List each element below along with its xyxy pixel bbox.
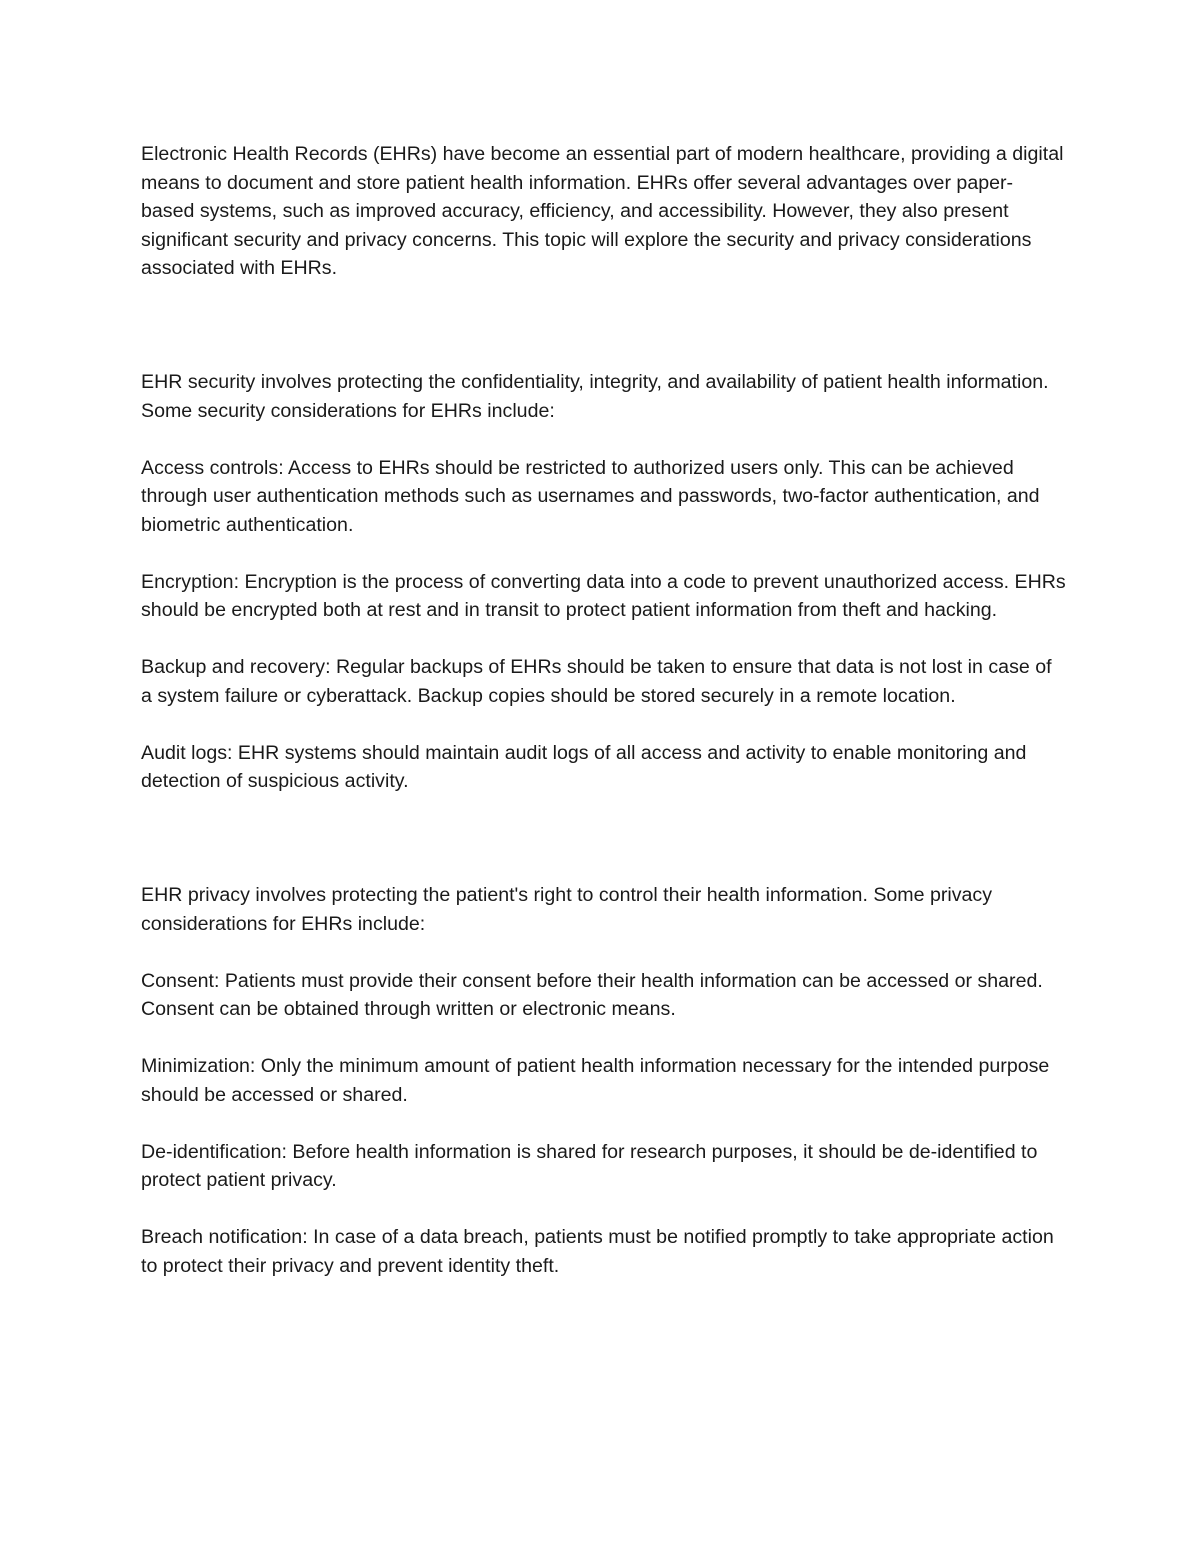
paragraph-encryption: Encryption: Encryption is the process of converting data into a code to prevent unauthorized access. EHRs should be encrypted both at rest and in transit to protect patient information from theft and hacking.: [141, 570, 1066, 621]
paragraph-deidentification: De-identification: Before health information is shared for research purposes, it should be de-identified to protect patient privacy.: [141, 1140, 1038, 1191]
paragraph-minimization: Minimization: Only the minimum amount of patient health information necessary for the intended purpose should be accessed or shared.: [141, 1055, 1050, 1106]
paragraph-intro: Electronic Health Records (EHRs) have become an essential part of modern healthcare, providing a digital means to document and store patient health information. EHRs offer several advantages over paper-based systems, such as improved accuracy, efficiency, and accessibility. However, they also present significant security and privacy concerns. This topic will explore the security and privacy considerations associated with EHRs.: [141, 143, 1064, 279]
paragraph-spacer: [141, 425, 1066, 454]
paragraph-spacer: [141, 938, 1066, 967]
paragraph-spacer: [141, 625, 1066, 654]
paragraph-breach-notification: Breach notification: In case of a data breach, patients must be notified promptly to take appropriate action to protect their privacy and prevent identity theft.: [141, 1226, 1054, 1277]
paragraph-privacy-intro: EHR privacy involves protecting the patient's right to control their health information. Some privacy considerations for EHRs include:: [141, 884, 993, 935]
paragraph-security-intro: EHR security involves protecting the confidentiality, integrity, and availability of patient health information. Some security considerations for EHRs include:: [141, 371, 1049, 422]
paragraph-backup-recovery: Backup and recovery: Regular backups of EHRs should be taken to ensure that data is not lost in case of a system failure or cyberattack. Backup copies should be stored securely in a remote location.: [141, 656, 1052, 707]
paragraph-spacer: [141, 710, 1066, 739]
paragraph-consent: Consent: Patients must provide their consent before their health information can be accessed or shared. Consent can be obtained through written or electronic means.: [141, 969, 1043, 1020]
paragraph-audit-logs: Audit logs: EHR systems should maintain audit logs of all access and activity to enable monitoring and detection of suspicious activity.: [141, 741, 1027, 792]
document-body: [141, 140, 1066, 1280]
paragraph-spacer: [141, 1109, 1066, 1138]
section-spacer: [141, 283, 1066, 369]
paragraph-spacer: [141, 1195, 1066, 1224]
paragraph-access-controls: Access controls: Access to EHRs should be restricted to authorized users only. This can be achieved through user authentication methods such as usernames and passwords, two-factor authentication, and biometric authentication.: [141, 456, 1040, 536]
section-spacer: [141, 796, 1066, 882]
paragraph-spacer: [141, 1024, 1066, 1053]
paragraph-spacer: [141, 539, 1066, 568]
